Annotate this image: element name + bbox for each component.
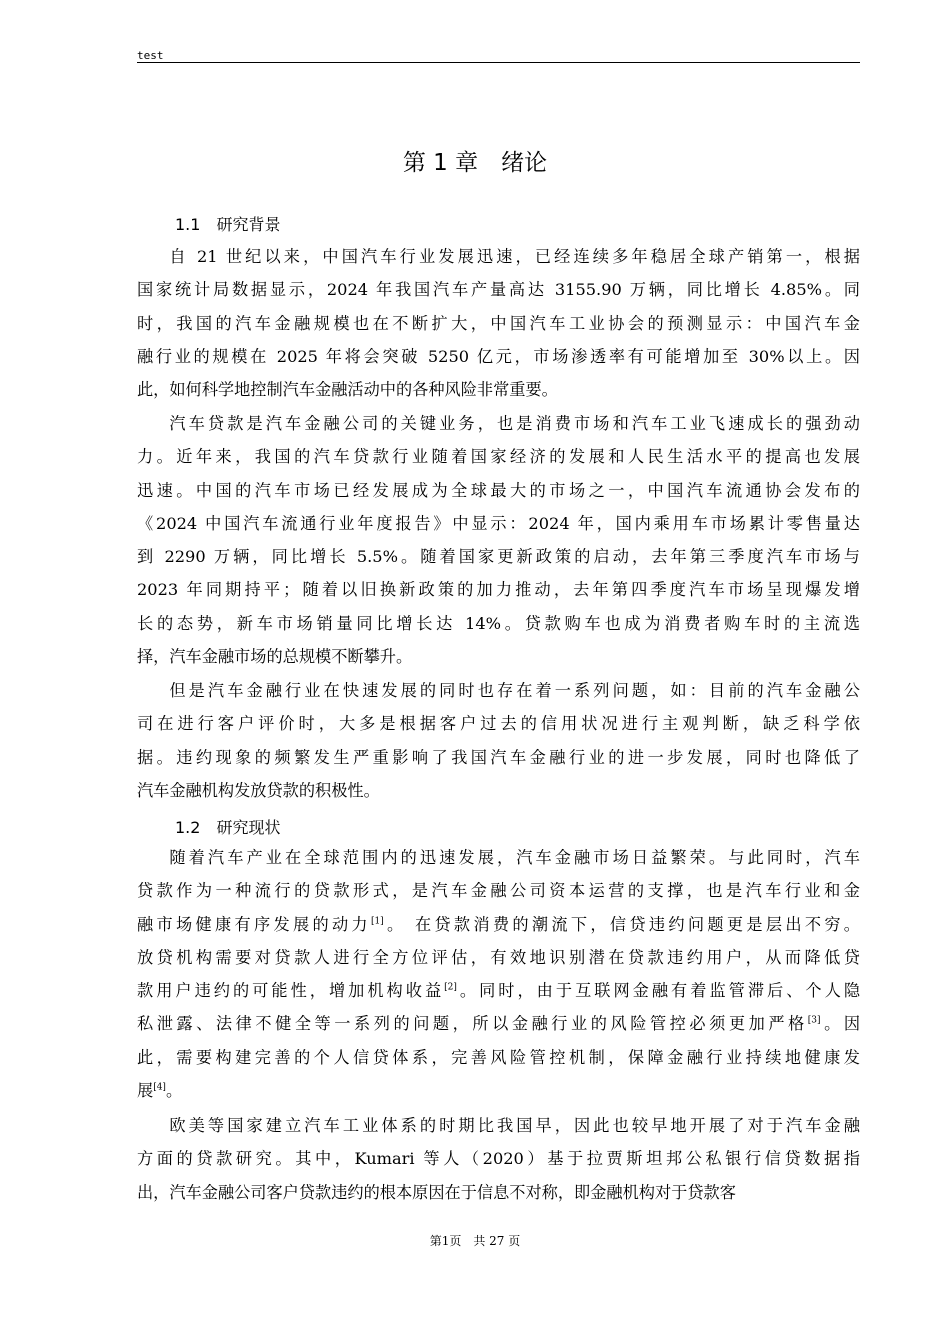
paragraph-line: 汽车金融机构发放贷款的积极性。 <box>137 780 380 800</box>
paragraph-line: 出，汽车金融公司客户贷款违约的根本原因在于信息不对称，即金融机构对于贷款客 <box>137 1182 736 1202</box>
paragraph-line: 力。近年来，我国的汽车贷款行业随着国家经济的发展和人民生活水平的提高也发展 <box>137 447 860 467</box>
paragraph-line: 汽车贷款是汽车金融公司的关键业务，也是消费市场和汽车工业飞速成长的强劲动 <box>169 414 860 433</box>
chapter-title: 第 1 章 绪论 <box>402 150 548 176</box>
paragraph-line: 欧美等国家建立汽车工业体系的时期比我国早，因此也较早地开展了对于汽车金融 <box>169 1116 860 1135</box>
paragraph-line: 自 21 世纪以来，中国汽车行业发展迅速，已经连续多年稳居全球产销第一，根据 <box>169 247 860 266</box>
paragraph-line: 融市场健康有序发展的动力[1]。 在贷款消费的潮流下，信贷违约问题更是层出不穷。 <box>137 914 860 934</box>
paragraph-line: 私泄露、法律不健全等一系列的问题，所以金融行业的风险管控必须更加严格[3]。因 <box>137 1014 861 1034</box>
paragraph <box>137 240 860 406</box>
paragraph <box>137 674 860 807</box>
paragraph-line: 此，需要构建完善的个人信贷体系，完善风险管控机制，保障金融行业持续地健康发 <box>137 1047 860 1067</box>
page-footer: 第1页 共 27 页 <box>429 1234 521 1248</box>
paragraph-line: 《2024 中国汽车流通行业年度报告》中显示：2024 年，国内乘用车市场累计零售量达 <box>137 513 860 533</box>
paragraph-line: 长的态势，新车市场销量同比增长达 14%。贷款购车也成为消费者购车时的主流选 <box>137 613 860 633</box>
section-heading-1-1: 1.1 研究背景 <box>175 215 281 234</box>
citation-marker: [3] <box>807 1016 821 1027</box>
paragraph-line: 国家统计局数据显示，2024 年我国汽车产量高达 3155.90 万辆，同比增长 4.85%。同 <box>137 280 860 300</box>
paragraph-line: 方面的贷款研究。其中，Kumari 等人（2020）基于拉贾斯坦邦公私银行信贷数据指 <box>137 1149 860 1169</box>
paragraph-line: 融行业的规模在 2025 年将会突破 5250 亿元，市场渗透率有可能增加至 30%以上。因 <box>137 346 860 366</box>
section-heading-1-2: 1.2 研究现状 <box>175 818 281 837</box>
page-header-text: test <box>137 49 164 62</box>
paragraph <box>137 407 860 673</box>
citation-marker: [2] <box>444 982 457 993</box>
paragraph-line: 随着汽车产业在全球范围内的迅速发展，汽车金融市场日益繁荣。与此同时，汽车 <box>169 848 860 867</box>
paragraph-line: 司在进行客户评价时，大多是根据客户过去的信用状况进行主观判断，缺乏科学依 <box>137 714 860 734</box>
citation-marker: [1] <box>370 916 384 927</box>
paragraph-line: 放贷机构需要对贷款人进行全方位评估，有效地识别潜在贷款违约用户，从而降低贷 <box>137 947 860 967</box>
paragraph-line: 展[4]。 <box>137 1081 183 1101</box>
paragraph <box>137 841 860 1107</box>
paragraph <box>137 1109 860 1209</box>
citation-marker: [4] <box>153 1082 166 1093</box>
header-rule <box>137 62 860 63</box>
paragraph-line: 贷款作为一种流行的贷款形式，是汽车金融公司资本运营的支撑，也是汽车行业和金 <box>137 881 860 901</box>
paragraph-line: 时，我国的汽车金融规模也在不断扩大，中国汽车工业协会的预测显示：中国汽车金 <box>137 313 860 333</box>
paragraph-line: 迅速。中国的汽车市场已经发展成为全球最大的市场之一，中国汽车流通协会发布的 <box>137 480 860 500</box>
paragraph-line: 款用户违约的可能性，增加机构收益[2]。同时，由于互联网金融有着监管滞后、个人隐 <box>137 981 861 1001</box>
paragraph-line: 但是汽车金融行业在快速发展的同时也存在着一系列问题，如：目前的汽车金融公 <box>169 681 860 700</box>
paragraph-line: 2023 年同期持平；随着以旧换新政策的加力推动，去年第四季度汽车市场呈现爆发增 <box>137 580 860 600</box>
paragraph-line: 此，如何科学地控制汽车金融活动中的各种风险非常重要。 <box>137 380 558 400</box>
paragraph-line: 择，汽车金融市场的总规模不断攀升。 <box>137 647 413 667</box>
paragraph-line: 据。违约现象的频繁发生严重影响了我国汽车金融行业的进一步发展，同时也降低了 <box>137 747 860 767</box>
paragraph-line: 到 2290 万辆，同比增长 5.5%。随着国家更新政策的启动，去年第三季度汽车市场与 <box>137 547 860 567</box>
